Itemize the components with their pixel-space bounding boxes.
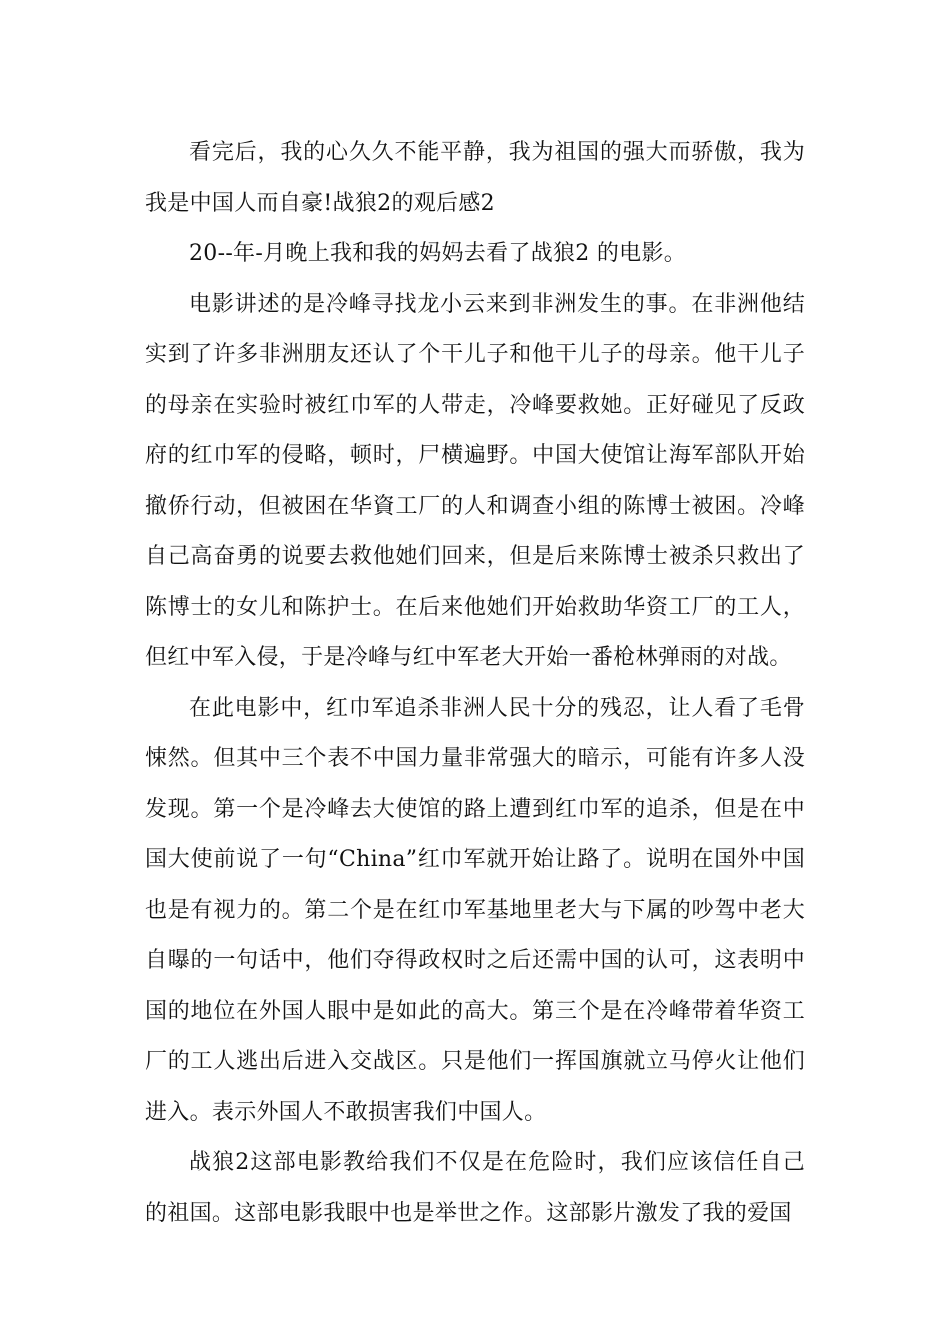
paragraph-5: 战狼2这部电影教给我们不仅是在危险时，我们应该信任自己的祖国。这部电影我眼中也是举世之作。这部影片激发了我的爱国 xyxy=(145,1150,805,1226)
paragraph-4: 在此电影中，红巾军追杀非洲人民十分的残忍，让人看了毛骨悚然。但其中三个表不中国力量非常强大的暗示，可能有许多人没发现。第一个是冷峰去大使馆的路上遭到红巾军的追杀，但是在中国大使前说了一句“China”红巾军就开始让路了。说明在国外中国也是有视力的。第二个是在红巾军基地里老大与下属的吵驾中老大自曝的一句话中，他们夺得政权时之后还需中国的认可，这表明中国的地位在外国人眼中是如此的高大。第三个是在冷峰带着华资工厂的工人逃出后进入交战区。只是他们一挥国旗就立马停火让他们进入。表示外国人不敢损害我们中国人。 xyxy=(145,695,805,1125)
paragraph-3: 电影讲述的是冷峰寻找龙小云来到非洲发生的事。在非洲他结实到了许多非洲朋友还认了个干儿子和他干儿子的母亲。他干儿子的母亲在实验时被红巾军的人带走，冷峰要救她。正好碰见了反政府的红巾军的侵略，顿时，尸横遍野。中国大使馆让海军部队开始撤侨行动，但被困在华資工厂的人和调查小组的陈博士被困。冷峰自己高奋勇的说要去救他她们回来，但是后来陈博士被杀只救出了陈博士的女儿和陈护士。在后来他她们开始救助华资工厂的工人，但红中军入侵，于是冷峰与红中军老大开始一番枪林弹雨的对战。 xyxy=(145,291,805,670)
paragraph-2: 20--年-月晚上我和我的妈妈去看了战狼2 的电影。 xyxy=(189,241,687,266)
document-body xyxy=(145,128,805,1239)
paragraph-1: 看完后，我的心久久不能平静，我为祖国的强大而骄傲，我为我是中国人而自豪!战狼2的观后感2 xyxy=(145,140,805,216)
